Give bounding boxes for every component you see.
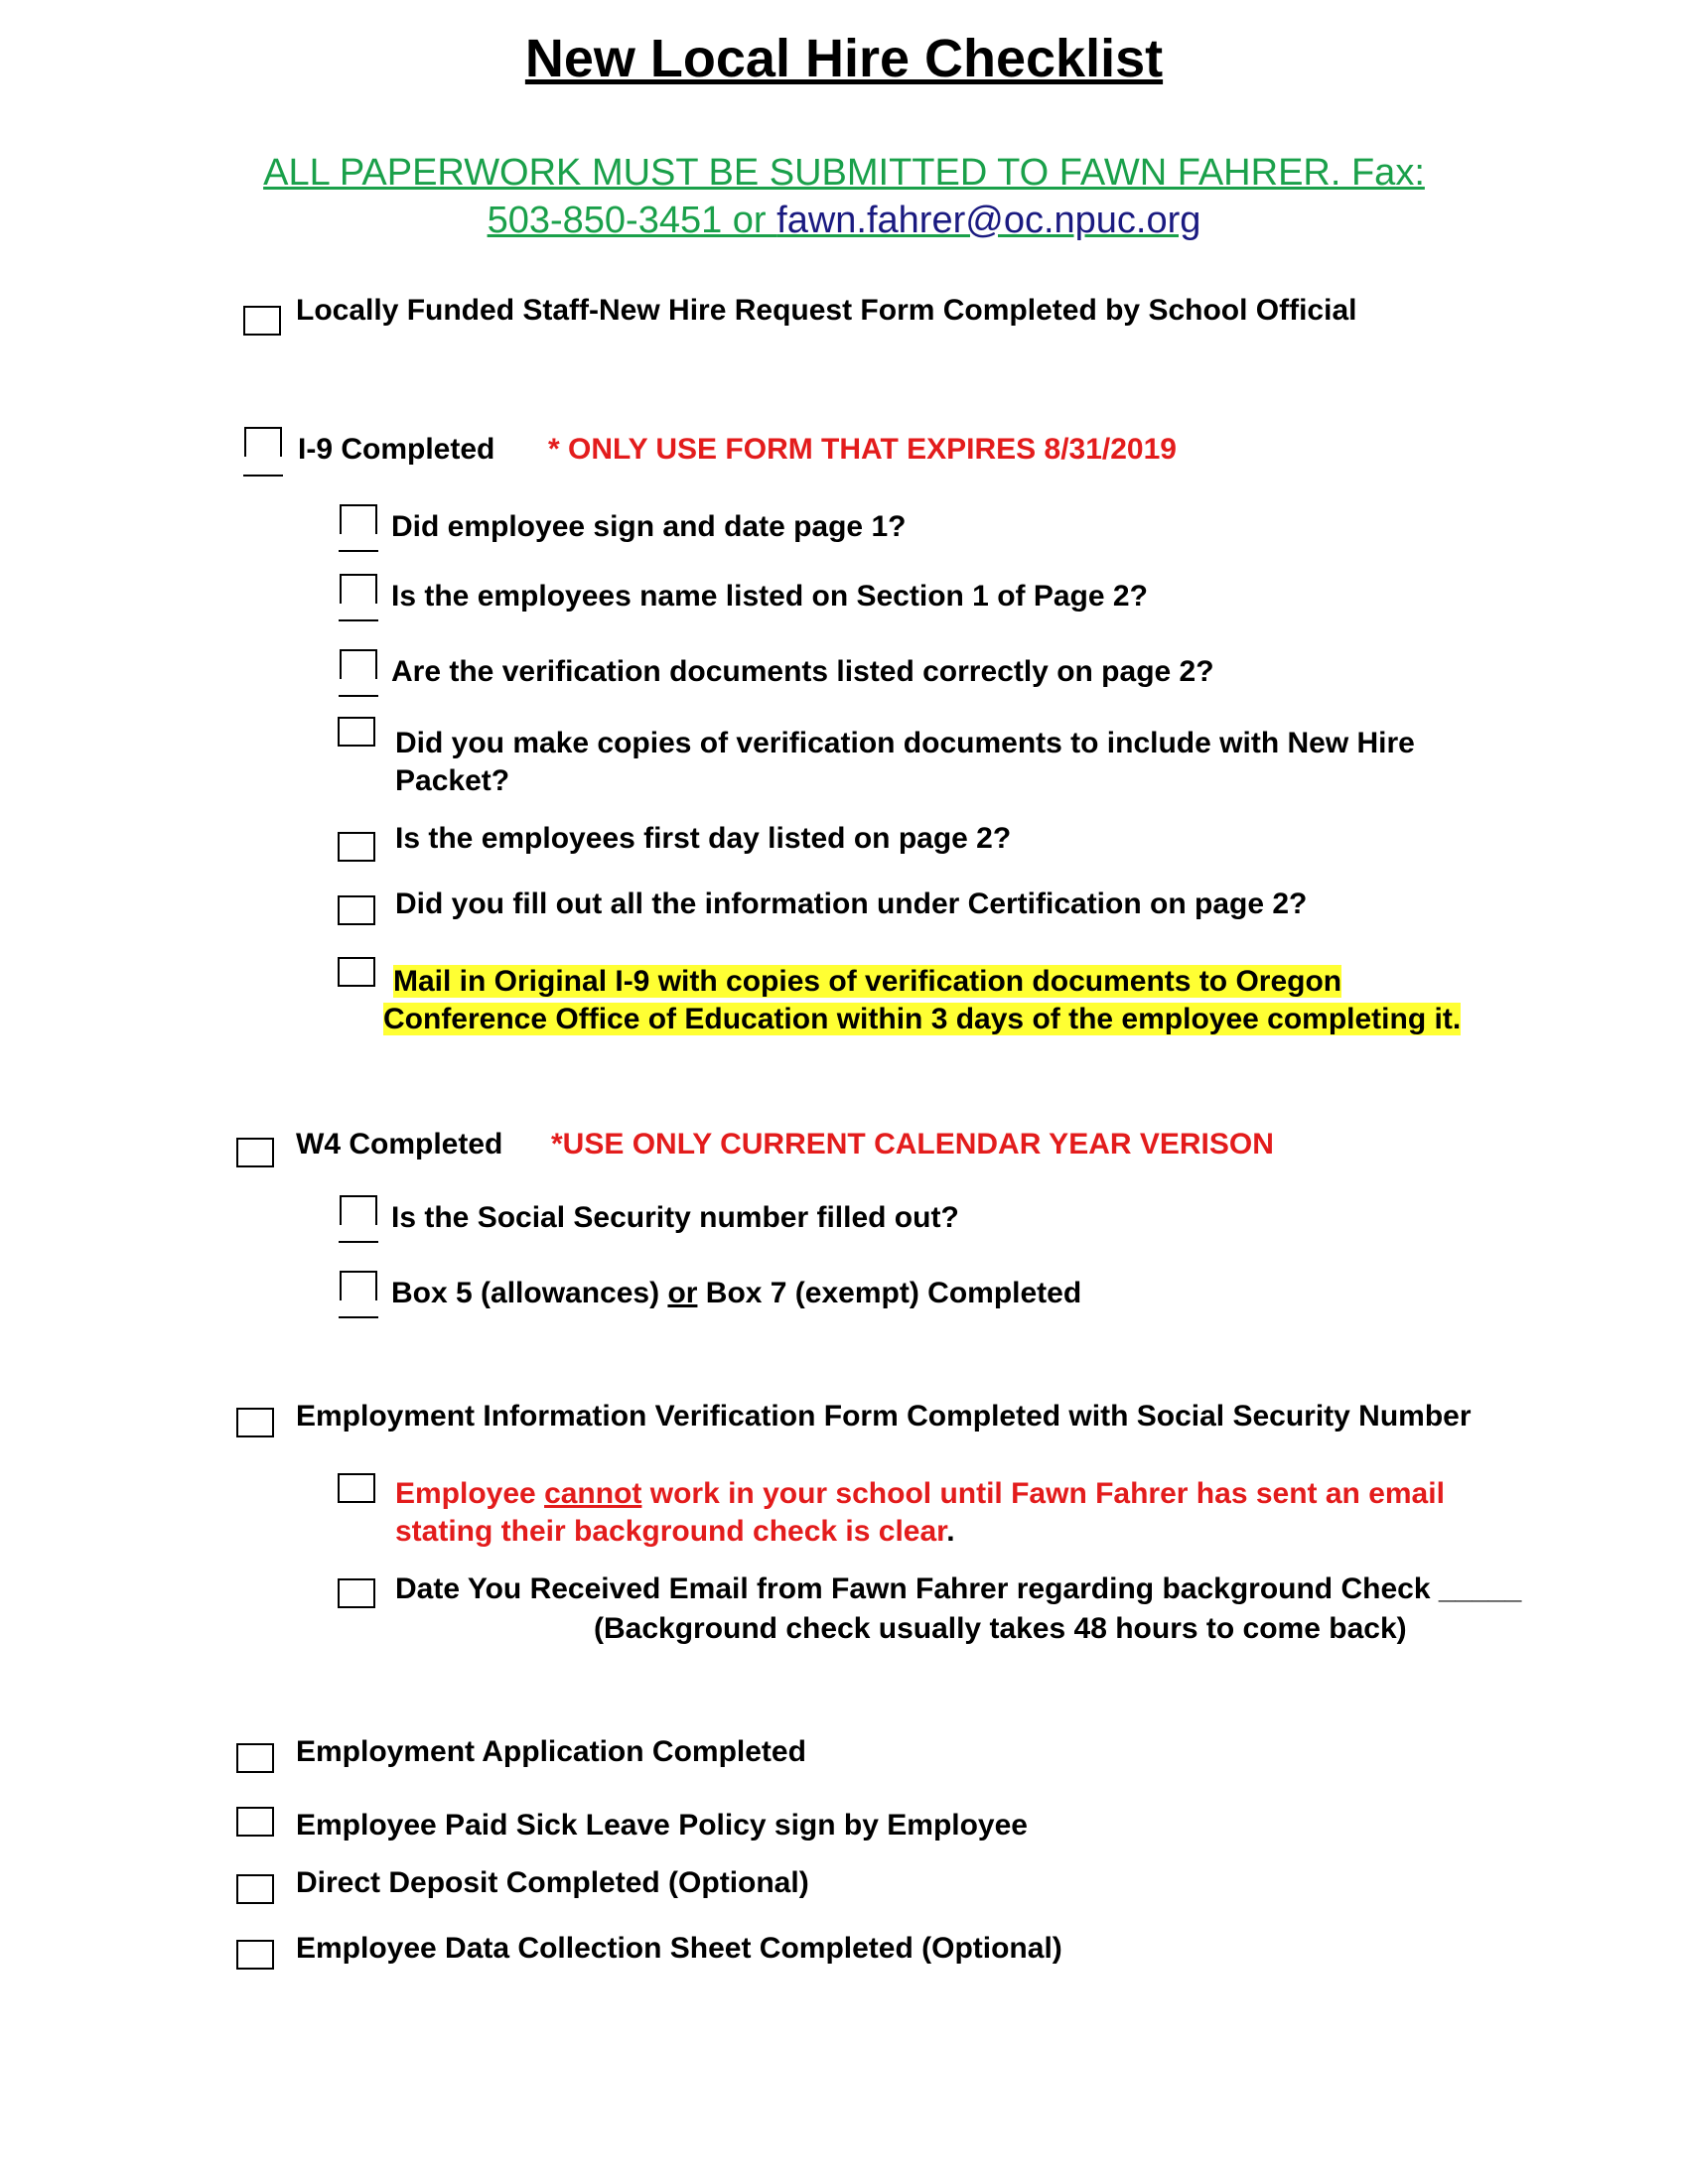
- i9-mail-checkbox[interactable]: [338, 957, 375, 987]
- i9-copies-checkbox[interactable]: [338, 717, 375, 747]
- i9-docs-listed-underline: [339, 695, 378, 697]
- eiv-checkbox[interactable]: [236, 1408, 274, 1437]
- i9-sign-date-checkbox[interactable]: [340, 504, 377, 534]
- w4-ssn-label: Is the Social Security number filled out?: [391, 1201, 959, 1234]
- i9-docs-listed-label: Are the verification documents listed correctly on page 2?: [391, 655, 1214, 688]
- w4-note: *USE ONLY CURRENT CALENDAR YEAR VERISON: [551, 1128, 1274, 1160]
- i9-sign-date-label: Did employee sign and date page 1?: [391, 510, 907, 543]
- i9-certification-checkbox[interactable]: [338, 895, 375, 925]
- i9-checkbox-underline: [243, 475, 283, 477]
- w4-ssn-underline: [339, 1241, 378, 1243]
- eiv-warning-checkbox[interactable]: [338, 1473, 375, 1503]
- application-checkbox[interactable]: [236, 1743, 274, 1773]
- eiv-warning-part-2: work in your school until Fawn Fahrer has sent an email: [641, 1477, 1445, 1510]
- i9-docs-listed-checkbox[interactable]: [340, 649, 377, 679]
- data-sheet-label: Employee Data Collection Sheet Completed (Optional): [296, 1932, 1062, 1965]
- direct-deposit-label: Direct Deposit Completed (Optional): [296, 1866, 809, 1899]
- eiv-warning-cannot: cannot: [544, 1477, 642, 1510]
- i9-mail-label-line-1: [393, 963, 1341, 1001]
- direct-deposit-checkbox[interactable]: [236, 1874, 274, 1904]
- w4-box-part-1: Box 5 (allowances): [391, 1277, 668, 1309]
- w4-box-label: [391, 1275, 1081, 1312]
- i9-mail-highlight-1: Mail in Original I-9 with copies of verification documents to Oregon: [393, 965, 1342, 998]
- w4-box-checkbox[interactable]: [340, 1271, 377, 1300]
- sick-leave-label: Employee Paid Sick Leave Policy sign by Employee: [296, 1809, 1028, 1842]
- eiv-warning-line-2: [395, 1513, 955, 1551]
- eiv-date-checkbox[interactable]: [338, 1578, 375, 1608]
- eiv-warning-line-1: [395, 1475, 1445, 1513]
- i9-sign-date-underline: [339, 550, 378, 552]
- i9-checkbox[interactable]: [244, 427, 282, 457]
- page-title: New Local Hire Checklist: [524, 29, 1164, 88]
- eiv-label: Employment Information Verification Form Completed with Social Security Number: [296, 1400, 1472, 1433]
- i9-copies-label-line-1: Did you make copies of verification documents to include with New Hire: [395, 727, 1415, 759]
- i9-certification-label: Did you fill out all the information under Certification on page 2?: [395, 887, 1308, 920]
- i9-first-day-label: Is the employees first day listed on page 2?: [395, 822, 1012, 855]
- fax-number: 503-850-3451 or: [487, 200, 777, 241]
- i9-name-listed-underline: [339, 619, 378, 621]
- i9-note: * ONLY USE FORM THAT EXPIRES 8/31/2019: [548, 433, 1177, 466]
- eiv-date-label: Date You Received Email from Fawn Fahrer regarding background Check _____: [395, 1572, 1522, 1605]
- w4-label: W4 Completed: [296, 1128, 503, 1160]
- i9-name-listed-label: Is the employees name listed on Section 1 of Page 2?: [391, 580, 1148, 613]
- i9-mail-label-line-2: [383, 1001, 1461, 1038]
- notice-line-2: [0, 197, 1688, 244]
- w4-ssn-checkbox[interactable]: [340, 1195, 377, 1225]
- request-form-checkbox[interactable]: [243, 306, 281, 336]
- notice-line-1: ALL PAPERWORK MUST BE SUBMITTED TO FAWN FAHRER. Fax:: [263, 152, 1425, 194]
- w4-box-underline: [339, 1316, 378, 1318]
- submission-notice: [0, 149, 1688, 244]
- eiv-warning-period: .: [946, 1515, 955, 1548]
- i9-name-listed-checkbox[interactable]: [340, 574, 377, 604]
- i9-copies-label-line-2: Packet?: [395, 764, 510, 797]
- request-form-label: Locally Funded Staff-New Hire Request Form Completed by School Official: [296, 294, 1357, 327]
- eiv-date-note: (Background check usually takes 48 hours to come back): [594, 1612, 1407, 1645]
- sick-leave-checkbox[interactable]: [236, 1807, 274, 1837]
- email-link[interactable]: fawn.fahrer@oc.npuc.org: [776, 200, 1201, 241]
- w4-box-or: or: [667, 1277, 698, 1309]
- i9-label: I-9 Completed: [298, 433, 495, 466]
- w4-checkbox[interactable]: [236, 1138, 274, 1167]
- application-label: Employment Application Completed: [296, 1735, 806, 1768]
- w4-box-part-2: Box 7 (exempt) Completed: [697, 1277, 1082, 1309]
- eiv-warning-part-1: Employee: [395, 1477, 545, 1510]
- i9-first-day-checkbox[interactable]: [338, 832, 375, 862]
- data-sheet-checkbox[interactable]: [236, 1940, 274, 1970]
- i9-mail-highlight-2: Conference Office of Education within 3 days of the employee completing it.: [383, 1003, 1462, 1035]
- eiv-warning-line-2-text: stating their background check is clear: [395, 1515, 947, 1548]
